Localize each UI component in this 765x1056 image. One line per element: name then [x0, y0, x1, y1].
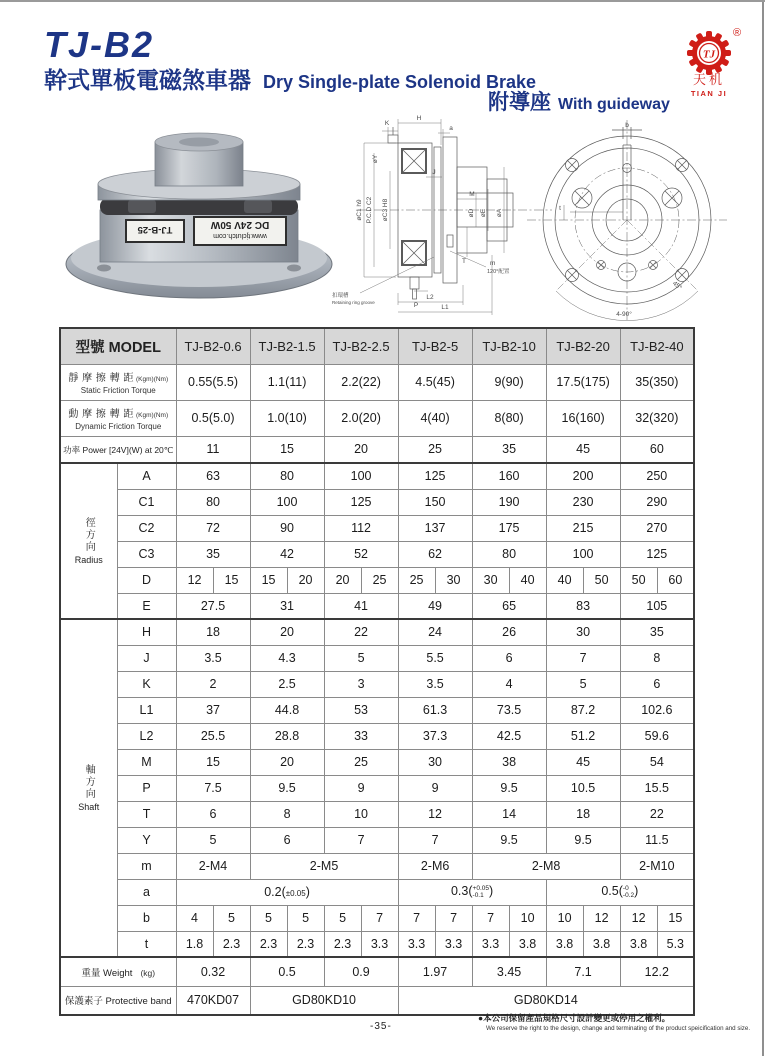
cell-b-12: 12 — [620, 905, 657, 931]
dim-label-b: b — [117, 905, 176, 931]
cell-weight-4: 3.45 — [472, 957, 546, 986]
footer-note-en: We reserve the right to the design, change and terminating of the product speicification and size. — [486, 1025, 751, 1032]
cell-A-5: 200 — [546, 463, 620, 489]
cell-t-2: 2.3 — [250, 931, 287, 957]
model-col-TJ-B2-10: TJ-B2-10 — [472, 328, 546, 364]
dim-oe-label: øE — [480, 208, 487, 218]
dim-oc3-label: øC3 H8 — [382, 198, 389, 222]
cell-D-10: 40 — [546, 567, 583, 593]
cell-Y-3: 7 — [398, 827, 472, 853]
model-col-TJ-B2-5: TJ-B2-5 — [398, 328, 472, 364]
cell-M-1: 20 — [250, 749, 324, 775]
cell-dynamic-torque-0: 0.5(5.0) — [176, 400, 250, 436]
model-col-TJ-B2-20: TJ-B2-20 — [546, 328, 620, 364]
cell-L1-2: 53 — [324, 697, 398, 723]
cell-b-13: 15 — [657, 905, 694, 931]
cell-A-1: 80 — [250, 463, 324, 489]
cell-dynamic-torque-1: 1.0(10) — [250, 400, 324, 436]
brand-name-cjk: 天机 — [692, 72, 726, 87]
cell-Y-0: 5 — [176, 827, 250, 853]
cell-m-3: 2-M8 — [472, 853, 620, 879]
spec-row-H — [60, 619, 694, 645]
cell-C2-6: 270 — [620, 515, 694, 541]
front-view-drawing — [494, 117, 760, 323]
cell-H-0: 18 — [176, 619, 250, 645]
group-label-shaft: 軸方向 Shaft — [60, 619, 117, 957]
cell-dynamic-torque-5: 16(160) — [546, 400, 620, 436]
dim-oa-label: øA — [496, 208, 503, 218]
spec-row-C1 — [60, 489, 694, 515]
spec-row-P — [60, 775, 694, 801]
cell-J-2: 5 — [324, 645, 398, 671]
cell-b-10: 10 — [546, 905, 583, 931]
dim-j-label: J — [432, 169, 436, 176]
cell-t-1: 2.3 — [213, 931, 250, 957]
cell-power-2: 20 — [324, 436, 398, 463]
cell-static-torque-1: 1.1(11) — [250, 364, 324, 400]
cell-T-4: 14 — [472, 801, 546, 827]
cell-K-4: 4 — [472, 671, 546, 697]
gear-icon — [687, 31, 731, 75]
row-label-protective-band: 保護素子 Protective band — [60, 986, 176, 1015]
cell-H-2: 22 — [324, 619, 398, 645]
page-subtitle — [44, 62, 536, 95]
cell-E-3: 49 — [398, 593, 472, 619]
spec-row-J — [60, 645, 694, 671]
spec-row-K — [60, 671, 694, 697]
cell-E-1: 31 — [250, 593, 324, 619]
cell-t-5: 3.3 — [361, 931, 398, 957]
cell-T-6: 22 — [620, 801, 694, 827]
cell-J-1: 4.3 — [250, 645, 324, 671]
dim-a-label: a — [449, 125, 453, 132]
cell-E-0: 27.5 — [176, 593, 250, 619]
cell-t-10: 3.8 — [546, 931, 583, 957]
cell-A-2: 100 — [324, 463, 398, 489]
cell-D-9: 40 — [509, 567, 546, 593]
cell-P-6: 15.5 — [620, 775, 694, 801]
cell-D-7: 30 — [435, 567, 472, 593]
cell-C3-2: 52 — [324, 541, 398, 567]
cell-t-13: 5.3 — [657, 931, 694, 957]
dim-m-label: M — [469, 191, 475, 198]
cell-b-3: 5 — [287, 905, 324, 931]
cell-L2-5: 51.2 — [546, 723, 620, 749]
dim-label-m: m — [117, 853, 176, 879]
cell-weight-2: 0.9 — [324, 957, 398, 986]
groove-note-en: Retaining ring groove — [332, 300, 375, 305]
groove-note-cjk: 扣環槽 — [332, 293, 349, 299]
spec-row-Y — [60, 827, 694, 853]
spec-header-row — [60, 328, 694, 364]
dim-t-label: T — [462, 258, 466, 265]
cell-t-11: 3.8 — [583, 931, 620, 957]
model-col-TJ-B2-40: TJ-B2-40 — [620, 328, 694, 364]
footer-note — [478, 1012, 750, 1032]
cell-J-3: 5.5 — [398, 645, 472, 671]
cell-t-4: 2.3 — [324, 931, 361, 957]
cell-protective-band-0: 470KD07 — [176, 986, 250, 1015]
cell-K-3: 3.5 — [398, 671, 472, 697]
cell-power-5: 45 — [546, 436, 620, 463]
cell-E-5: 83 — [546, 593, 620, 619]
cell-C2-0: 72 — [176, 515, 250, 541]
model-col-TJ-B2-0.6: TJ-B2-0.6 — [176, 328, 250, 364]
cell-b-1: 5 — [213, 905, 250, 931]
spec-table — [59, 327, 695, 1016]
cell-Y-6: 11.5 — [620, 827, 694, 853]
dim-label-Y: Y — [117, 827, 176, 853]
cell-E-6: 105 — [620, 593, 694, 619]
cell-t-8: 3.3 — [472, 931, 509, 957]
spec-row-weight — [60, 957, 694, 986]
cell-protective-band-1: GD80KD10 — [250, 986, 398, 1015]
dim-label-T: T — [117, 801, 176, 827]
spec-row-T — [60, 801, 694, 827]
cell-T-3: 12 — [398, 801, 472, 827]
cell-C1-4: 190 — [472, 489, 546, 515]
dim-label-t: t — [117, 931, 176, 957]
cell-m-4: 2-M10 — [620, 853, 694, 879]
spec-row-t — [60, 931, 694, 957]
cell-D-3: 20 — [287, 567, 324, 593]
cell-b-0: 4 — [176, 905, 213, 931]
cell-M-4: 38 — [472, 749, 546, 775]
footer-page-number: -35- — [370, 1021, 392, 1032]
cell-J-6: 8 — [620, 645, 694, 671]
cell-Y-2: 7 — [324, 827, 398, 853]
cell-power-3: 25 — [398, 436, 472, 463]
spec-table-head — [60, 328, 694, 364]
cell-M-5: 45 — [546, 749, 620, 775]
dim-label-a: a — [117, 879, 176, 905]
cell-Y-1: 6 — [250, 827, 324, 853]
angle-45-label: 45° — [670, 280, 683, 292]
brand-name-en: TIAN JI — [690, 89, 728, 98]
spec-row-C3 — [60, 541, 694, 567]
group-label-radius: 徑方向 Radius — [60, 463, 117, 619]
spec-table-wrap — [59, 327, 695, 1016]
cell-a-2: 0.5( -0 -0.2 ) — [546, 879, 694, 905]
spec-row-D — [60, 567, 694, 593]
cell-H-5: 30 — [546, 619, 620, 645]
cell-Y-5: 9.5 — [546, 827, 620, 853]
cell-dynamic-torque-3: 4(40) — [398, 400, 472, 436]
note-m-label: m — [490, 260, 496, 267]
dim-t-front-label: t — [559, 205, 561, 212]
cell-power-1: 15 — [250, 436, 324, 463]
cell-t-9: 3.8 — [509, 931, 546, 957]
cell-static-torque-2: 2.2(22) — [324, 364, 398, 400]
cell-protective-band-2: GD80KD14 — [398, 986, 694, 1015]
product-photo — [58, 118, 345, 306]
cell-J-4: 6 — [472, 645, 546, 671]
cell-dynamic-torque-2: 2.0(20) — [324, 400, 398, 436]
dim-label-L2: L2 — [117, 723, 176, 749]
cell-L1-6: 102.6 — [620, 697, 694, 723]
cell-a-0: 0.2(±0.05) — [176, 879, 398, 905]
dim-pcd-label: P.C.D C2 — [366, 196, 373, 224]
cell-K-6: 6 — [620, 671, 694, 697]
footer-note-bullet: ● — [478, 1013, 484, 1023]
footer-note-cjk: ●本公司保留產品規格尺寸設計變更或停用之權利。 — [478, 1013, 671, 1023]
dim-h-label: H — [416, 115, 422, 122]
cell-C2-5: 215 — [546, 515, 620, 541]
dim-l1-label: L1 — [441, 304, 449, 311]
photo-plate-power: DC 24V 50W — [210, 219, 270, 230]
cell-A-6: 250 — [620, 463, 694, 489]
cell-dynamic-torque-4: 8(80) — [472, 400, 546, 436]
cell-L2-6: 59.6 — [620, 723, 694, 749]
row-label-weight: 重量 Weight (kg) — [60, 957, 176, 986]
cell-K-1: 2.5 — [250, 671, 324, 697]
cell-weight-1: 0.5 — [250, 957, 324, 986]
cell-C2-4: 175 — [472, 515, 546, 541]
cell-M-3: 30 — [398, 749, 472, 775]
cell-P-2: 9 — [324, 775, 398, 801]
cell-weight-6: 12.2 — [620, 957, 694, 986]
cell-A-0: 63 — [176, 463, 250, 489]
cell-A-3: 125 — [398, 463, 472, 489]
model-col-TJ-B2-1.5: TJ-B2-1.5 — [250, 328, 324, 364]
registered-mark: ® — [732, 27, 742, 39]
row-label-static-torque: 靜 摩 擦 轉 距 (Kgm)(Nm) Static Friction Torque — [60, 364, 176, 400]
cell-a-1: 0.3( +0.05 -0.1 ) — [398, 879, 546, 905]
cell-H-4: 26 — [472, 619, 546, 645]
cell-power-0: 11 — [176, 436, 250, 463]
cell-C3-6: 125 — [620, 541, 694, 567]
cell-C3-3: 62 — [398, 541, 472, 567]
model-col-TJ-B2-2.5: TJ-B2-2.5 — [324, 328, 398, 364]
dim-label-L1: L1 — [117, 697, 176, 723]
cell-power-6: 60 — [620, 436, 694, 463]
cell-D-5: 25 — [361, 567, 398, 593]
row-label-dynamic-torque: 動 摩 擦 轉 距 (Kgm)(Nm) Dynamic Friction Torque — [60, 400, 176, 436]
dim-label-E: E — [117, 593, 176, 619]
dim-label-C2: C2 — [117, 515, 176, 541]
cell-D-2: 15 — [250, 567, 287, 593]
cell-T-2: 10 — [324, 801, 398, 827]
spec-row-a — [60, 879, 694, 905]
cell-L2-2: 33 — [324, 723, 398, 749]
cell-C3-0: 35 — [176, 541, 250, 567]
cell-C1-0: 80 — [176, 489, 250, 515]
cell-b-11: 12 — [583, 905, 620, 931]
cell-P-0: 7.5 — [176, 775, 250, 801]
cell-K-5: 5 — [546, 671, 620, 697]
cell-D-6: 25 — [398, 567, 435, 593]
cell-C3-4: 80 — [472, 541, 546, 567]
cell-D-13: 60 — [657, 567, 694, 593]
dim-label-M: M — [117, 749, 176, 775]
spec-row-static-torque — [60, 364, 694, 400]
cell-E-4: 65 — [472, 593, 546, 619]
cell-P-3: 9 — [398, 775, 472, 801]
cell-C1-6: 290 — [620, 489, 694, 515]
dim-k-label: K — [384, 120, 390, 127]
row-label-power: 功率 Power [24V](W) at 20℃ — [60, 436, 176, 463]
cell-t-0: 1.8 — [176, 931, 213, 957]
cell-b-6: 7 — [398, 905, 435, 931]
dim-label-J: J — [117, 645, 176, 671]
cell-weight-5: 7.1 — [546, 957, 620, 986]
angle-4-90-label: 4-90° — [616, 311, 632, 318]
cell-b-2: 5 — [250, 905, 287, 931]
cell-weight-3: 1.97 — [398, 957, 472, 986]
dim-label-A: A — [117, 463, 176, 489]
cell-L1-3: 61.3 — [398, 697, 472, 723]
cell-P-5: 10.5 — [546, 775, 620, 801]
cell-static-torque-5: 17.5(175) — [546, 364, 620, 400]
cell-C3-5: 100 — [546, 541, 620, 567]
cell-H-1: 20 — [250, 619, 324, 645]
page-title: TJ-B2 — [44, 24, 155, 65]
cell-m-0: 2-M4 — [176, 853, 250, 879]
cell-T-5: 18 — [546, 801, 620, 827]
dim-label-K: K — [117, 671, 176, 697]
cell-L1-0: 37 — [176, 697, 250, 723]
cell-M-2: 25 — [324, 749, 398, 775]
guideway-label-en: With guideway — [558, 96, 670, 113]
cell-D-11: 50 — [583, 567, 620, 593]
cell-H-3: 24 — [398, 619, 472, 645]
cell-T-1: 8 — [250, 801, 324, 827]
cell-L1-4: 73.5 — [472, 697, 546, 723]
cell-static-torque-3: 4.5(45) — [398, 364, 472, 400]
cell-L2-1: 28.8 — [250, 723, 324, 749]
cell-H-6: 35 — [620, 619, 694, 645]
cell-static-torque-4: 9(90) — [472, 364, 546, 400]
cell-C2-1: 90 — [250, 515, 324, 541]
dim-label-P: P — [117, 775, 176, 801]
cell-C2-3: 137 — [398, 515, 472, 541]
cell-P-4: 9.5 — [472, 775, 546, 801]
cell-D-1: 15 — [213, 567, 250, 593]
cell-b-4: 5 — [324, 905, 361, 931]
brand-logo — [675, 22, 751, 104]
cell-m-1: 2-M5 — [250, 853, 398, 879]
cell-static-torque-0: 0.55(5.5) — [176, 364, 250, 400]
cell-D-12: 50 — [620, 567, 657, 593]
logo-monogram: TJ — [702, 48, 716, 61]
cell-L2-3: 37.3 — [398, 723, 472, 749]
dim-label-C1: C1 — [117, 489, 176, 515]
cell-T-0: 6 — [176, 801, 250, 827]
cell-L1-5: 87.2 — [546, 697, 620, 723]
cell-L1-1: 44.8 — [250, 697, 324, 723]
cell-b-8: 7 — [472, 905, 509, 931]
cell-dynamic-torque-6: 32(320) — [620, 400, 694, 436]
cell-D-0: 12 — [176, 567, 213, 593]
cell-Y-4: 9.5 — [472, 827, 546, 853]
cell-b-5: 7 — [361, 905, 398, 931]
spec-row-M — [60, 749, 694, 775]
cell-C1-2: 125 — [324, 489, 398, 515]
cell-t-12: 3.8 — [620, 931, 657, 957]
spec-table-body — [60, 364, 694, 1015]
spec-row-protective-band — [60, 986, 694, 1015]
cell-static-torque-6: 35(350) — [620, 364, 694, 400]
spec-row-C2 — [60, 515, 694, 541]
cell-M-0: 15 — [176, 749, 250, 775]
model-header-label: 型號 MODEL — [60, 328, 176, 364]
cell-C1-1: 100 — [250, 489, 324, 515]
cell-t-3: 2.3 — [287, 931, 324, 957]
dim-label-C3: C3 — [117, 541, 176, 567]
cell-J-5: 7 — [546, 645, 620, 671]
cell-L2-4: 42.5 — [472, 723, 546, 749]
spec-row-A — [60, 463, 694, 489]
spec-row-power — [60, 436, 694, 463]
dim-oc1-label: øC1 h9 — [356, 199, 363, 221]
subtitle-en: Dry Single-plate Solenoid Brake — [263, 72, 537, 92]
guideway-label-cjk: 附導座 — [488, 91, 551, 114]
note-m2-label: 120°配置 — [487, 269, 510, 275]
cell-C3-1: 42 — [250, 541, 324, 567]
cell-t-7: 3.3 — [435, 931, 472, 957]
dim-oy-label: øY — [372, 154, 379, 164]
spec-row-dynamic-torque — [60, 400, 694, 436]
cell-K-0: 2 — [176, 671, 250, 697]
spec-row-L1 — [60, 697, 694, 723]
subtitle-cjk: 幹式單板電磁煞車器 — [44, 67, 251, 93]
cell-P-1: 9.5 — [250, 775, 324, 801]
cell-D-8: 30 — [472, 567, 509, 593]
dim-b-label: b — [625, 122, 629, 129]
cell-E-2: 41 — [324, 593, 398, 619]
dim-od-label: øD — [468, 208, 475, 218]
spec-row-b — [60, 905, 694, 931]
dim-label-H: H — [117, 619, 176, 645]
photo-plate-web: www.tjclutch.com — [213, 232, 267, 239]
cell-L2-0: 25.5 — [176, 723, 250, 749]
dim-label-D: D — [117, 567, 176, 593]
page-edge-line — [762, 2, 764, 1056]
cell-b-9: 10 — [509, 905, 546, 931]
cell-m-2: 2-M6 — [398, 853, 472, 879]
cell-J-0: 3.5 — [176, 645, 250, 671]
dim-l2-label: L2 — [426, 294, 434, 301]
spec-row-m — [60, 853, 694, 879]
cell-C1-3: 150 — [398, 489, 472, 515]
cell-K-2: 3 — [324, 671, 398, 697]
cell-A-4: 160 — [472, 463, 546, 489]
cell-M-6: 54 — [620, 749, 694, 775]
spec-row-E — [60, 593, 694, 619]
cell-power-4: 35 — [472, 436, 546, 463]
dim-p-label: P — [413, 302, 419, 309]
cell-C2-2: 112 — [324, 515, 398, 541]
cell-weight-0: 0.32 — [176, 957, 250, 986]
cell-t-6: 3.3 — [398, 931, 435, 957]
cell-D-4: 20 — [324, 567, 361, 593]
spec-row-L2 — [60, 723, 694, 749]
photo-plate-model: TJ-B-25 — [137, 224, 173, 235]
cell-b-7: 7 — [435, 905, 472, 931]
cell-C1-5: 230 — [546, 489, 620, 515]
